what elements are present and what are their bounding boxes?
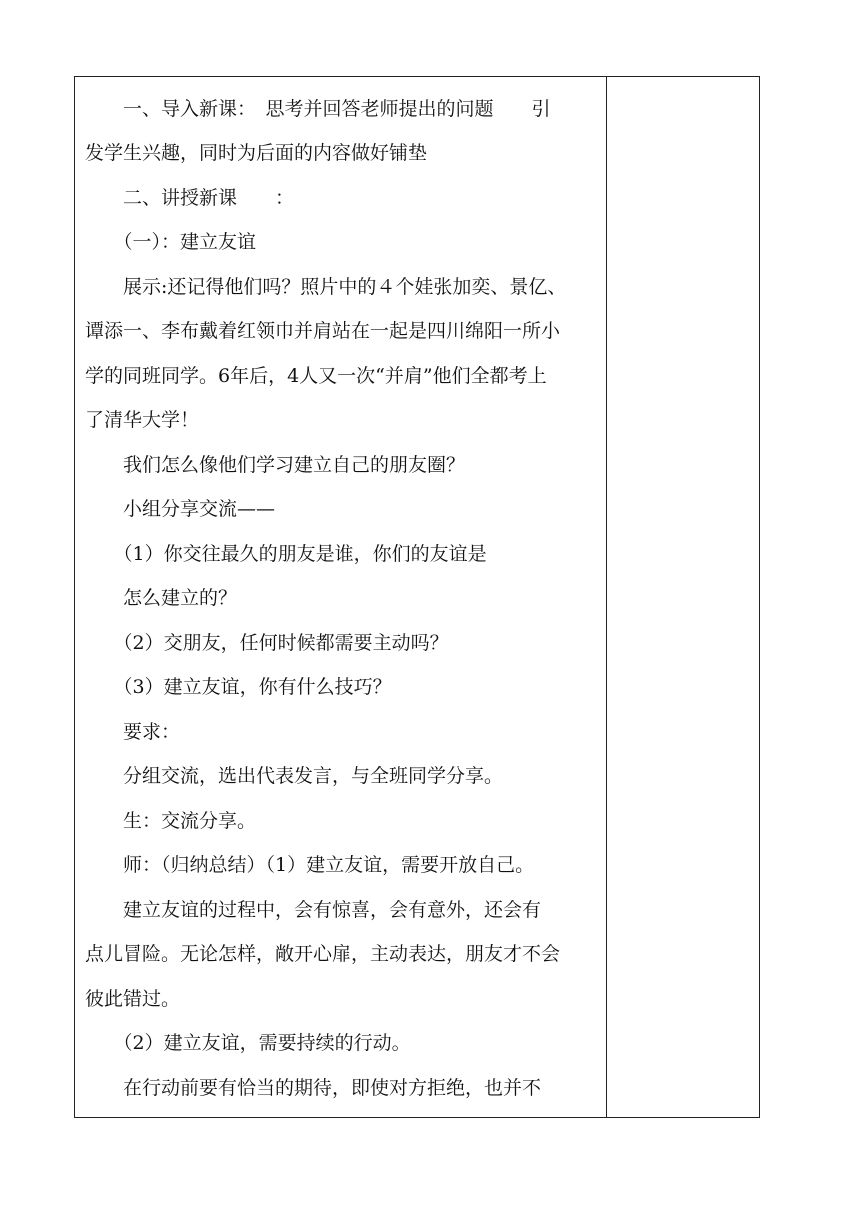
text-line: 展示:还记得他们吗？照片中的４个娃张加奕、景亿、 xyxy=(85,276,567,298)
text-line: 了清华大学！ xyxy=(85,409,200,431)
lesson-plan-table xyxy=(74,76,760,1118)
text-line: （1）你交往最久的朋友是谁，你们的友谊是 xyxy=(85,543,487,565)
text-line: 二、讲授新课 ： xyxy=(85,187,295,209)
text-line: 怎么建立的？ xyxy=(85,587,238,609)
text-line: （3）建立友谊，你有什么技巧？ xyxy=(85,676,392,698)
text-line: 我们怎么像他们学习建立自己的朋友圈？ xyxy=(85,454,466,476)
text-line: （一）：建立友谊 xyxy=(85,231,257,253)
text-line: 在行动前要有恰当的期待，即使对方拒绝，也并不 xyxy=(85,1077,542,1099)
text-line: 师：（归纳总结）（1）建立友谊，需要开放自己。 xyxy=(85,854,535,876)
text-line: 一、导入新课： 思考并回答老师提出的问题 引 xyxy=(85,98,551,120)
text-line: （2）交朋友，任何时候都需要主动吗？ xyxy=(85,632,449,654)
text-line: 点儿冒险。无论怎样，敞开心扉，主动表达，朋友才不会 xyxy=(85,943,561,965)
text-line: 学的同班同学。6年后，4人又一次“并肩”他们全都考上 xyxy=(85,365,547,387)
text-line: 建立友谊的过程中，会有惊喜，会有意外，还会有 xyxy=(85,899,542,921)
text-line: 彼此错过。 xyxy=(85,988,181,1010)
text-line: 分组交流，选出代表发言，与全班同学分享。 xyxy=(85,765,504,787)
lesson-content-cell xyxy=(85,77,601,1117)
text-line: 小组分享交流—— xyxy=(85,498,276,520)
text-line: 要求： xyxy=(85,721,181,743)
text-line: （2）建立友谊，需要持续的行动。 xyxy=(85,1032,411,1054)
text-line: 发学生兴趣，同时为后面的内容做好铺垫 xyxy=(85,142,428,164)
text-line: 谭添一、李布戴着红领巾并肩站在一起是四川绵阳一所小 xyxy=(85,320,561,342)
notes-cell xyxy=(607,77,759,1117)
text-line: 生：交流分享。 xyxy=(85,810,257,832)
